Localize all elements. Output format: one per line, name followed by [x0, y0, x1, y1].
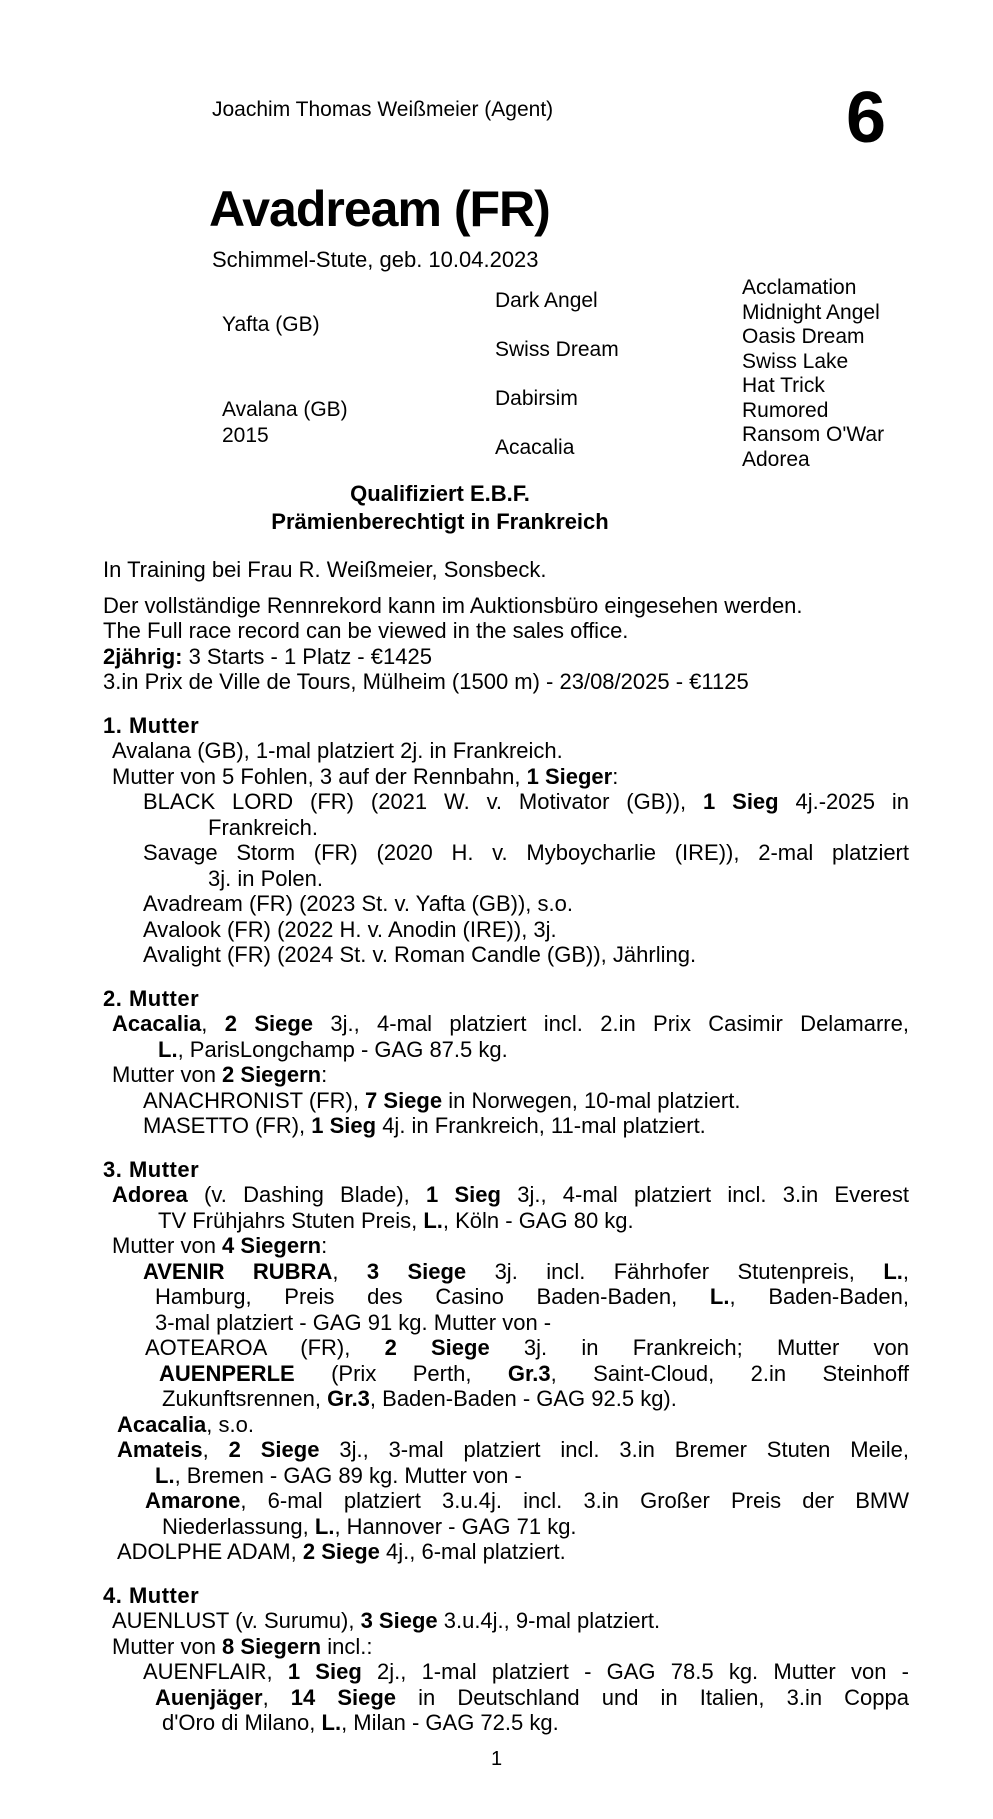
family-line: BLACK LORD (FR) (2021 W. v. Motivator (GB)), 1 Sieg 4j.-2025 in	[143, 789, 909, 814]
family-line: Niederlassung, L., Hannover - GAG 71 kg.	[162, 1513, 577, 1539]
record-line: 2jährig: 3 Starts - 1 Platz - €1425	[103, 643, 432, 669]
family-line: Mutter von 5 Fohlen, 3 auf der Rennbahn, 1 Sieger:	[112, 763, 619, 789]
family-line: Amateis, 2 Siege 3j., 3-mal platziert incl. 3.in Bremer Stuten Meile,	[117, 1437, 909, 1462]
family-line: Mutter von 4 Siegern:	[112, 1233, 328, 1258]
family-line: Avalight (FR) (2024 St. v. Roman Candle (GB)), Jährling.	[143, 942, 697, 967]
family-line: Zukunftsrennen, Gr.3, Baden-Baden - GAG 92.5 kg).	[162, 1386, 677, 1411]
pedigree-table	[222, 276, 967, 472]
grandsire-name: Dark Angel	[495, 288, 598, 312]
family-line: Acacalia, s.o.	[117, 1411, 254, 1437]
family-line: Amarone, 6-mal platziert 3.u.4j. incl. 3.in Großer Preis der BMW	[145, 1488, 909, 1513]
great-grandparent-name: Acclamation	[742, 276, 857, 300]
family-line: Avalook (FR) (2022 H. v. Anodin (IRE)), 3j.	[143, 916, 557, 942]
qualification-line: Prämienberechtigt in Frankreich	[271, 509, 609, 534]
dam-block	[222, 397, 495, 449]
family-line: L., ParisLongchamp - GAG 87.5 kg.	[158, 1036, 508, 1062]
great-grandparent-name: Midnight Angel	[742, 300, 880, 324]
family-line: d'Oro di Milano, L., Milan - GAG 72.5 kg.	[162, 1710, 559, 1735]
dam-year: 2015	[222, 424, 269, 447]
family-line: AUENFLAIR, 1 Sieg 2j., 1-mal platziert - GAG 78.5 kg. Mutter von -	[143, 1659, 909, 1684]
mutter-heading: 3. Mutter	[103, 1156, 200, 1182]
dam-name: Avalana (GB)	[222, 398, 348, 421]
family-line: Adorea (v. Dashing Blade), 1 Sieg 3j., 4-mal platziert incl. 3.in Everest	[112, 1182, 910, 1207]
mutter-heading: 2. Mutter	[103, 985, 200, 1011]
family-line: Avalana (GB), 1-mal platziert 2j. in Frankreich.	[112, 738, 563, 763]
granddam-name: Swiss Dream	[495, 337, 619, 361]
family-line: Mutter von 2 Siegern:	[112, 1062, 328, 1087]
record-line: Der vollständige Rennrekord kann im Auktionsbüro eingesehen werden.	[103, 592, 803, 618]
granddam-name: Acacalia	[495, 435, 575, 459]
family-line: Acacalia, 2 Siege 3j., 4-mal platziert incl. 2.in Prix Casimir Delamarre,	[112, 1011, 909, 1036]
family-line: AVENIR RUBRA, 3 Siege 3j. incl. Fährhofer Stutenpreis, L.,	[143, 1258, 909, 1284]
mutter-heading: 4. Mutter	[103, 1582, 200, 1608]
sire-name: Yafta (GB)	[222, 313, 320, 336]
family-line: Frankreich.	[208, 814, 319, 840]
family-line: 3-mal platziert - GAG 91 kg. Mutter von -	[155, 1309, 552, 1335]
family-line: ADOLPHE ADAM, 2 Siege 4j., 6-mal platziert.	[117, 1539, 566, 1564]
race-record-and-family	[103, 557, 909, 1736]
family-line: TV Frühjahrs Stuten Preis, L., Köln - GAG 80 kg.	[158, 1207, 634, 1233]
family-line: Mutter von 8 Siegern incl.:	[112, 1633, 373, 1659]
great-grandparent-name: Adorea	[742, 447, 810, 471]
family-line: AUENPERLE (Prix Perth, Gr.3, Saint-Cloud, 2.in Steinhoff	[159, 1360, 909, 1386]
family-line: AUENLUST (v. Surumu), 3 Siege 3.u.4j., 9-mal platziert.	[112, 1608, 661, 1633]
great-grandparent-name: Oasis Dream	[742, 325, 865, 349]
horse-description: Schimmel-Stute, geb. 10.04.2023	[212, 247, 539, 272]
qualification-line: Qualifiziert E.B.F.	[350, 481, 530, 506]
record-line: 3.in Prix de Ville de Tours, Mülheim (1500 m) - 23/08/2025 - €1125	[103, 669, 749, 694]
great-grandparent-name: Ransom O'War	[742, 423, 885, 447]
family-line: Savage Storm (FR) (2020 H. v. Myboycharlie (IRE)), 2-mal platziert	[143, 840, 909, 865]
horse-name: Avadream (FR)	[209, 181, 550, 237]
mutter-heading: 1. Mutter	[103, 712, 200, 738]
great-grandparent-name: Swiss Lake	[742, 349, 849, 373]
qualifications-block	[100, 480, 780, 536]
great-grandparent-name: Rumored	[742, 398, 829, 422]
grandsire-name: Dabirsim	[495, 386, 578, 410]
family-line: MASETTO (FR), 1 Sieg 4j. in Frankreich, 11-mal platziert.	[143, 1113, 706, 1138]
family-line: 3j. in Polen.	[208, 865, 323, 891]
family-line: L., Bremen - GAG 89 kg. Mutter von -	[155, 1462, 522, 1488]
page-number: 1	[490, 1748, 503, 1770]
record-line: In Training bei Frau R. Weißmeier, Sonsbeck.	[103, 557, 547, 582]
family-line: ANACHRONIST (FR), 7 Siege in Norwegen, 10-mal platziert.	[143, 1087, 741, 1113]
family-line: AOTEAROA (FR), 2 Siege 3j. in Frankreich; Mutter von	[145, 1335, 909, 1360]
catalog-number: 6	[846, 78, 887, 158]
family-line: Hamburg, Preis des Casino Baden-Baden, L., Baden-Baden,	[155, 1284, 909, 1309]
record-line: The Full race record can be viewed in the sales office.	[103, 618, 629, 643]
agent-line: Joachim Thomas Weißmeier (Agent)	[212, 98, 554, 121]
family-line: Auenjäger, 14 Siege in Deutschland und in Italien, 3.in Coppa	[155, 1684, 909, 1710]
great-grandparent-name: Hat Trick	[742, 374, 825, 398]
family-line: Avadream (FR) (2023 St. v. Yafta (GB)), s.o.	[143, 891, 573, 916]
